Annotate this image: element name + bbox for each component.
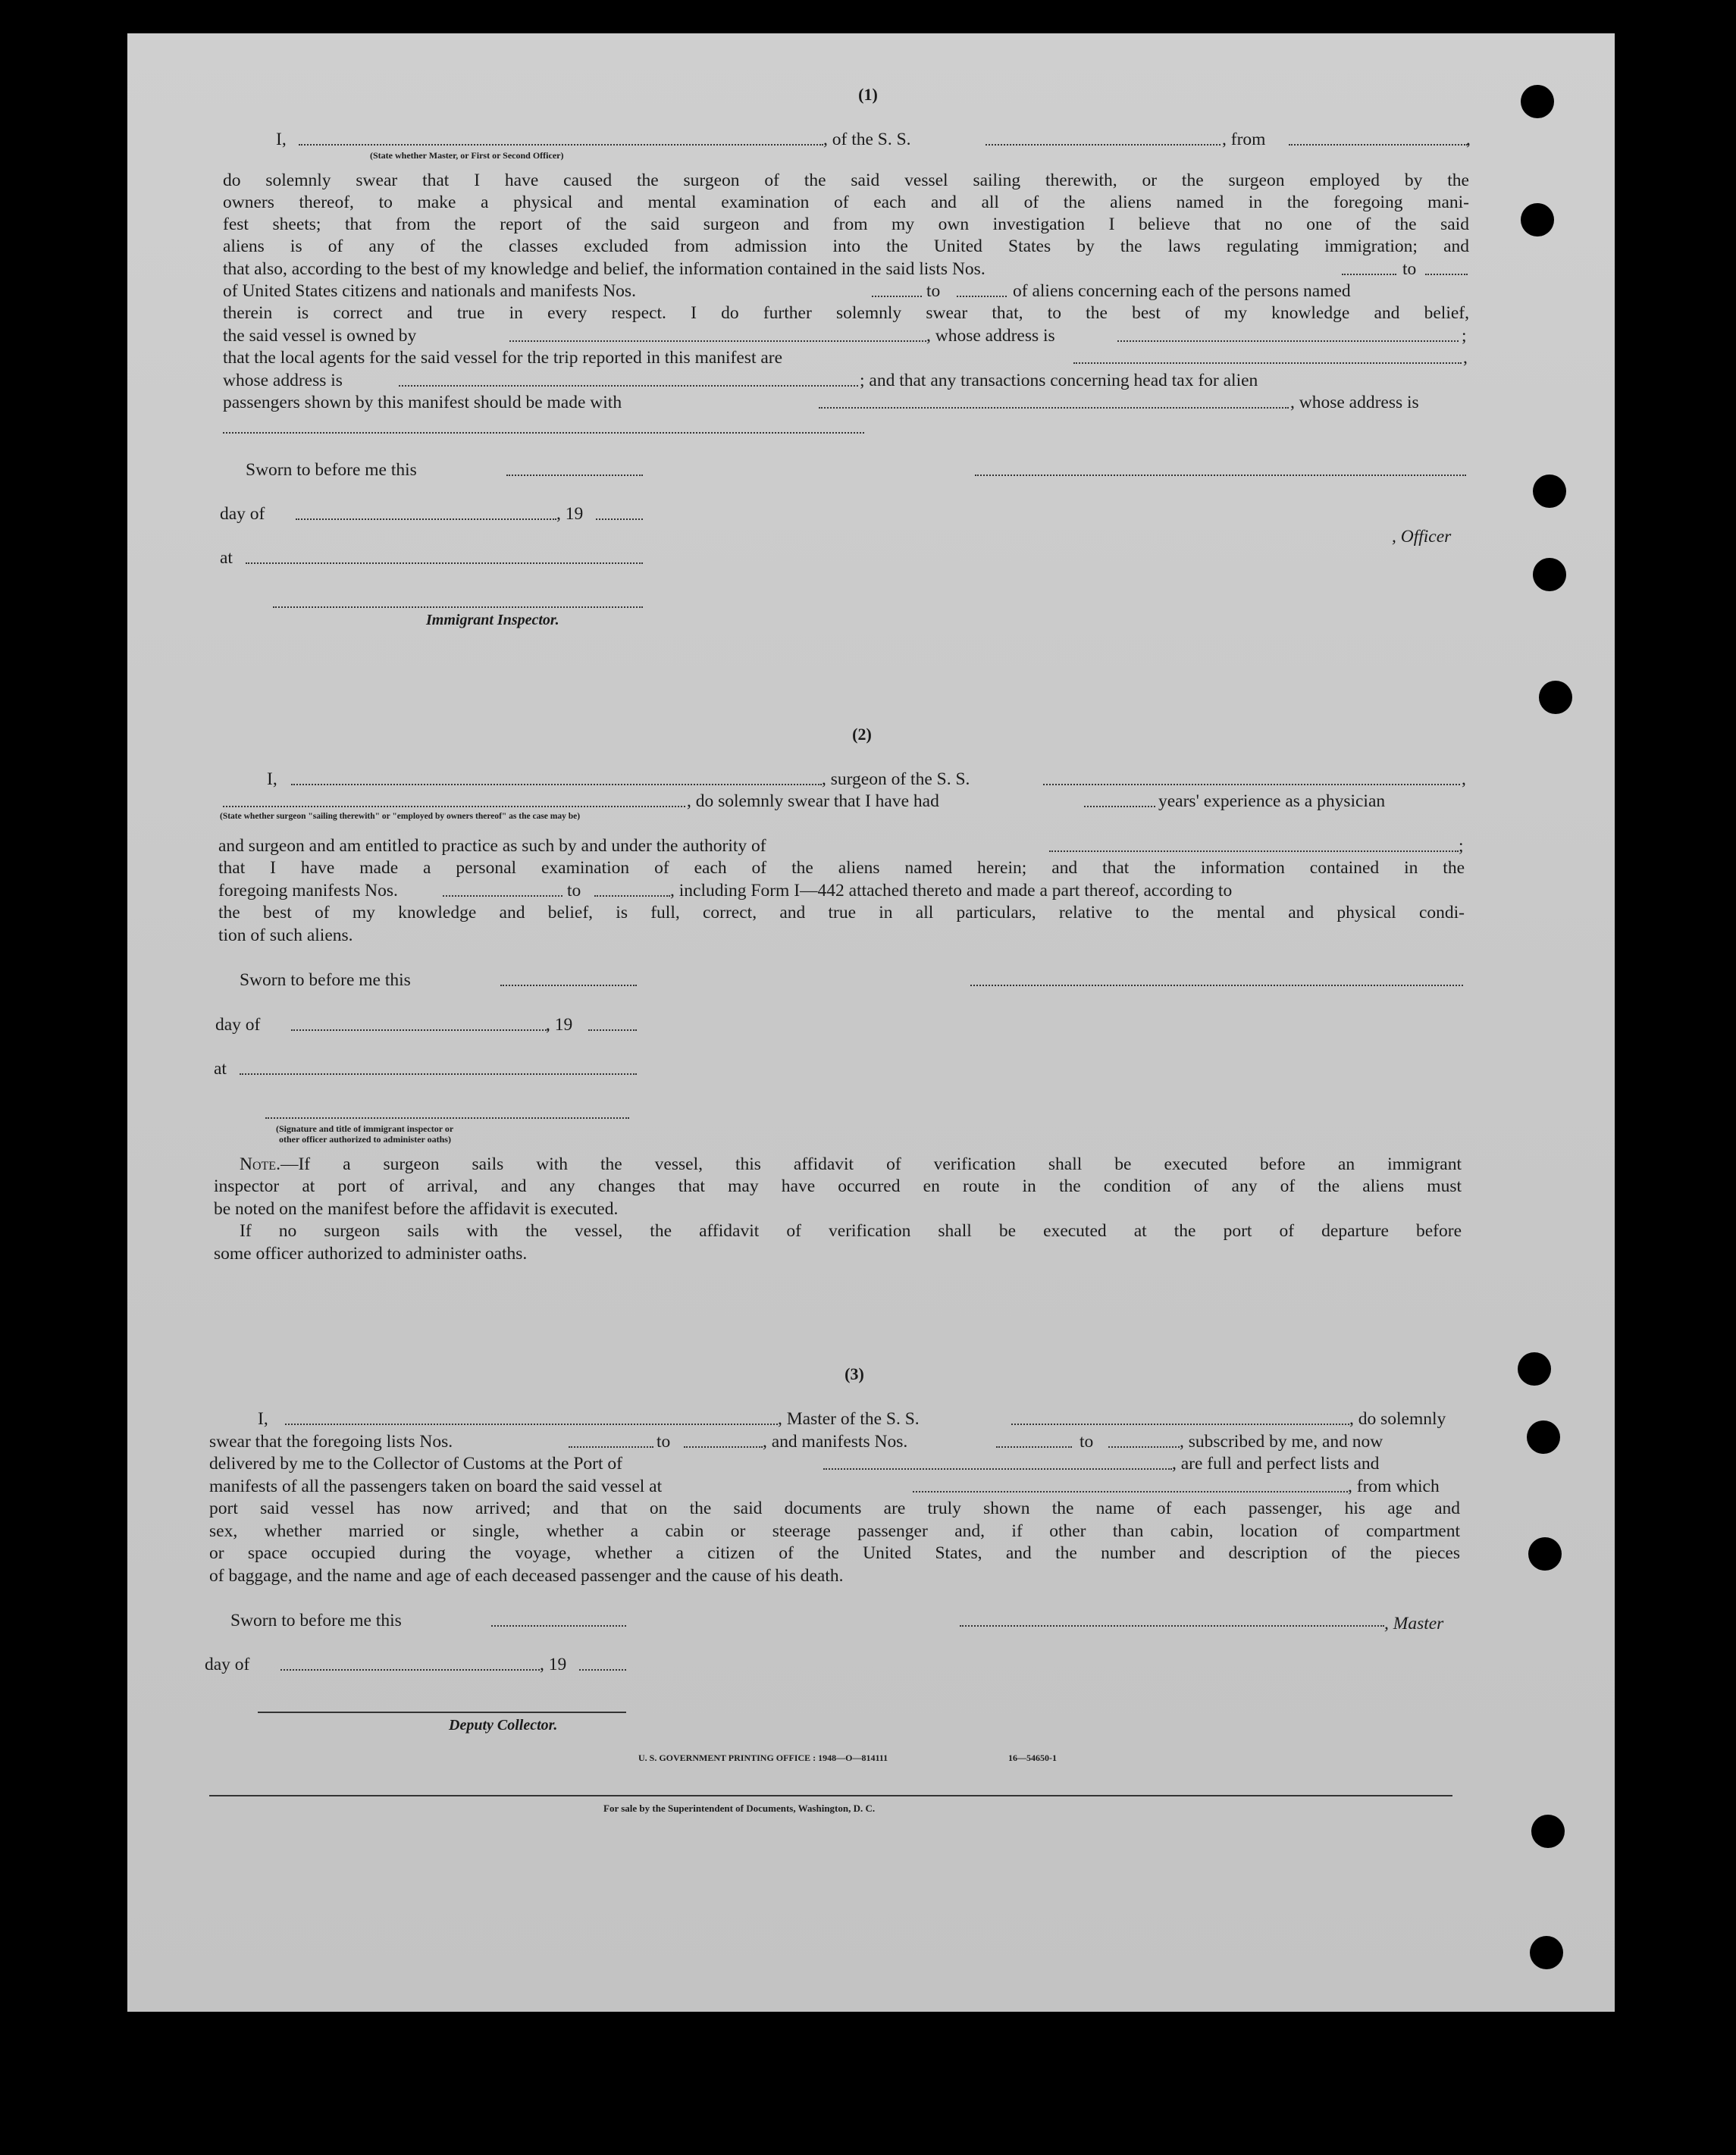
sale-notice: For sale by the Superintendent of Documents, Washington, D. C.	[603, 1803, 876, 1814]
s3-master-of: , Master of the S. S.	[778, 1409, 920, 1429]
s2-line3a: and surgeon and am entitled to practice as such by and under the authority of	[218, 836, 766, 856]
s3-master-name-field[interactable]	[285, 1424, 778, 1425]
s1-at-field[interactable]	[246, 562, 643, 564]
s3-master-label: , Master	[1384, 1614, 1444, 1633]
s3-line2-to: to	[656, 1432, 671, 1452]
punch-hole	[1533, 475, 1566, 508]
s1-line11a: passengers shown by this manifest should be made with	[223, 393, 622, 412]
s1-line9-end: ,	[1463, 348, 1468, 368]
s1-i: I,	[276, 130, 287, 149]
s3-line6: sex, whether married or single, whether a cabin or steerage passenger and, if other than cabin, location of compartment	[209, 1521, 1460, 1541]
s1-from: , from	[1222, 130, 1266, 149]
s1-officer-hint: (State whether Master, or First or Second Officer)	[370, 150, 564, 161]
s2-sig-hint-1: (Signature and title of immigrant inspector or	[276, 1123, 454, 1134]
note-label: Note.	[240, 1154, 280, 1174]
s1-para-line: fest sheets; that from the report of the said surgeon and from my own investigation I believe that no one of the said	[223, 215, 1469, 234]
s1-owner-field[interactable]	[509, 340, 926, 342]
s2-i: I,	[267, 769, 277, 789]
s1-sworn: Sworn to before me this	[246, 460, 417, 480]
s2-at: at	[214, 1059, 227, 1079]
s2-line3-end: ;	[1459, 836, 1464, 856]
s1-agent-address-field[interactable]	[399, 385, 858, 387]
s3-line3a: delivered by me to the Collector of Customs at the Port of	[209, 1454, 622, 1474]
s2-line5b: , including Form I—442 attached thereto and made a part thereof, according to	[670, 881, 1233, 901]
punch-hole	[1527, 1420, 1560, 1454]
s1-line9: that the local agents for the said vessel for the trip reported in this manifest are	[223, 348, 783, 368]
note-line-5: some officer authorized to administer oaths.	[214, 1244, 528, 1264]
s1-agent-address-label: whose address is	[223, 371, 343, 390]
s2-sworn-field[interactable]	[500, 985, 637, 986]
s2-line4: that I have made a personal examination of each of the aliens named herein; and that the information contained in the	[218, 858, 1465, 878]
s2-line2c: years' experience as a physician	[1158, 791, 1386, 811]
section-3-number: (3)	[844, 1364, 864, 1383]
s2-line7: tion of such aliens.	[218, 926, 353, 945]
s1-from-field[interactable]	[1289, 144, 1468, 146]
s1-day-field[interactable]	[296, 518, 556, 520]
master-officer-field[interactable]	[299, 144, 823, 146]
s1-owner-address-label: , whose address is	[926, 326, 1055, 346]
s2-vessel-field[interactable]	[1043, 784, 1460, 785]
s2-surgeon-name-field[interactable]	[291, 784, 822, 785]
s3-line2a: swear that the foregoing lists Nos.	[209, 1432, 453, 1452]
s3-year-field[interactable]	[579, 1669, 626, 1671]
section-2-number: (2)	[852, 725, 872, 744]
s1-semicolon: ;	[1462, 326, 1467, 346]
punch-hole	[1518, 1352, 1551, 1386]
s1-lists-to-field[interactable]	[1425, 274, 1468, 275]
s3-solemnly: , do solemnly	[1349, 1409, 1446, 1429]
form-number: 16—54650-1	[1008, 1753, 1057, 1763]
s2-comma: ,	[1462, 769, 1466, 789]
note-line-4: If no surgeon sails with the vessel, the affidavit of verification shall be executed at the port of departure before	[240, 1221, 1462, 1241]
s1-para-line: do solemnly swear that I have caused the surgeon of the said vessel sailing therewith, or the surgeon employed by the	[223, 171, 1469, 190]
s1-line6a: of United States citizens and nationals and manifests Nos.	[223, 281, 636, 301]
s1-manifest-from-field[interactable]	[872, 296, 922, 297]
s3-line4b: , from which	[1348, 1477, 1440, 1496]
s3-vessel-field[interactable]	[1011, 1424, 1349, 1425]
s1-line11b: , whose address is	[1290, 393, 1419, 412]
s2-inspector-signature-field[interactable]	[265, 1117, 629, 1119]
s1-owner-address-field[interactable]	[1117, 340, 1459, 342]
s1-headtax-field[interactable]	[819, 407, 1289, 409]
s2-manifest-from-field[interactable]	[443, 895, 562, 897]
s3-day-of: day of	[205, 1655, 250, 1674]
s2-line5a: foregoing manifests Nos.	[218, 881, 398, 901]
s3-sworn-field[interactable]	[491, 1625, 626, 1627]
s2-year: , 19	[546, 1015, 573, 1035]
s3-sworn: Sworn to before me this	[230, 1611, 402, 1630]
s1-line6b: of aliens concerning each of the persons named	[1013, 281, 1351, 301]
s1-inspector-signature-field[interactable]	[273, 606, 643, 608]
s1-at: at	[220, 548, 233, 568]
s3-line2b: , and manifests Nos.	[763, 1432, 908, 1452]
punch-hole	[1521, 85, 1554, 118]
s1-to: to	[1402, 259, 1417, 279]
s2-surgeon-type-field[interactable]	[223, 806, 685, 807]
punch-hole	[1531, 1815, 1565, 1848]
punch-hole	[1539, 681, 1572, 714]
s2-line5-to: to	[567, 881, 581, 901]
note-line-2: inspector at port of arrival, and any changes that may have occurred en route in the condition of any of the aliens must	[214, 1176, 1462, 1196]
s2-signature-field[interactable]	[970, 985, 1463, 986]
s1-comma: ,	[1466, 130, 1471, 149]
s2-authority-field[interactable]	[1049, 850, 1459, 852]
punch-hole	[1533, 558, 1566, 591]
gpo-imprint: U. S. GOVERNMENT PRINTING OFFICE : 1948—O—814111	[638, 1753, 888, 1763]
note-line-1	[240, 1154, 1462, 1176]
s1-headtax-address-field[interactable]	[223, 432, 864, 434]
s3-port-field[interactable]	[823, 1468, 1172, 1470]
s1-year-field[interactable]	[596, 518, 643, 520]
s1-year: , 19	[556, 504, 584, 524]
s2-at-field[interactable]	[240, 1073, 637, 1075]
s1-vessel-field[interactable]	[986, 144, 1221, 146]
footer-rule	[209, 1795, 1452, 1796]
s3-line2-to2: to	[1080, 1432, 1094, 1452]
s1-officer-signature-field[interactable]	[975, 475, 1466, 476]
s2-surgeon-of: , surgeon of the S. S.	[822, 769, 970, 789]
s3-manifest-to-field[interactable]	[1108, 1446, 1180, 1448]
s1-line10b: ; and that any transactions concerning head tax for alien	[860, 371, 1258, 390]
s3-line8: of baggage, and the name and age of each deceased passenger and the cause of his death.	[209, 1566, 844, 1586]
punch-hole	[1530, 1936, 1563, 1969]
s3-lists-from-field[interactable]	[569, 1446, 653, 1448]
s3-line2c: , subscribed by me, and now	[1180, 1432, 1383, 1452]
s1-inspector-label: Immigrant Inspector.	[426, 612, 559, 628]
s1-owned-by: the said vessel is owned by	[223, 326, 417, 346]
s1-day-of: day of	[220, 504, 265, 524]
s2-years-field[interactable]	[1084, 806, 1155, 807]
s3-line7: or space occupied during the voyage, whether a citizen of the United States, and the number and description of the pieces	[209, 1543, 1460, 1563]
s2-manifest-to-field[interactable]	[594, 895, 670, 897]
s1-officer-label: , Officer	[1392, 527, 1452, 547]
s2-line2b: , do solemnly swear that I have had	[687, 791, 939, 811]
s3-lists-to-field[interactable]	[684, 1446, 763, 1448]
s1-line7: therein is correct and true in every respect. I do further solemnly swear that, to the best of my knowledge and belief,	[223, 303, 1469, 323]
s2-year-field[interactable]	[588, 1029, 637, 1031]
s3-embark-field[interactable]	[913, 1491, 1348, 1493]
s3-line5: port said vessel has now arrived; and that on the said documents are truly shown the name of each passenger, his age and	[209, 1499, 1460, 1518]
note-text-1: —If a surgeon sails with the vessel, this affidavit of verification shall be executed before an immigrant	[280, 1154, 1462, 1174]
s3-collector-label: Deputy Collector.	[449, 1717, 558, 1734]
s3-collector-signature-field[interactable]	[258, 1712, 626, 1713]
s1-para-line: that also, according to the best of my knowledge and belief, the information contained in the said lists Nos.	[223, 259, 986, 279]
s3-i: I,	[258, 1409, 268, 1429]
s2-surgeon-hint: (State whether surgeon "sailing therewith" or "employed by owners thereof" as the case may be)	[220, 812, 581, 821]
s3-year: , 19	[540, 1655, 567, 1674]
note-line-3: be noted on the manifest before the affidavit is executed.	[214, 1199, 619, 1219]
s3-line4a: manifests of all the passengers taken on board the said vessel at	[209, 1477, 663, 1496]
s1-agents-field[interactable]	[1073, 362, 1462, 364]
s1-line6-to: to	[926, 281, 941, 301]
punch-hole	[1521, 203, 1554, 236]
s1-para-line: owners thereof, to make a physical and mental examination of each and all of the aliens named in the foregoing mani-	[223, 193, 1469, 212]
s2-sig-hint-2: other officer authorized to administer oaths)	[279, 1134, 451, 1145]
s3-line3b: , are full and perfect lists and	[1172, 1454, 1380, 1474]
punch-hole	[1528, 1537, 1562, 1571]
s2-line6: the best of my knowledge and belief, is full, correct, and true in all particulars, relative to the mental and physical condi-	[218, 903, 1465, 922]
s3-day-field[interactable]	[280, 1669, 540, 1671]
s1-sworn-field[interactable]	[506, 475, 643, 476]
s1-para-line: aliens is of any of the classes excluded from admission into the United States by the laws regulating immigration; and	[223, 236, 1469, 256]
s2-sworn: Sworn to before me this	[240, 970, 411, 990]
s2-day-of: day of	[215, 1015, 261, 1035]
section-1-number: (1)	[858, 85, 878, 104]
s2-day-field[interactable]	[291, 1029, 549, 1031]
s3-manifest-from-field[interactable]	[996, 1446, 1072, 1448]
s1-manifest-to-field[interactable]	[957, 296, 1007, 297]
s3-master-signature-field[interactable]	[960, 1625, 1384, 1627]
s1-of-ss: , of the S. S.	[823, 130, 911, 149]
s1-lists-from-field[interactable]	[1342, 274, 1396, 275]
